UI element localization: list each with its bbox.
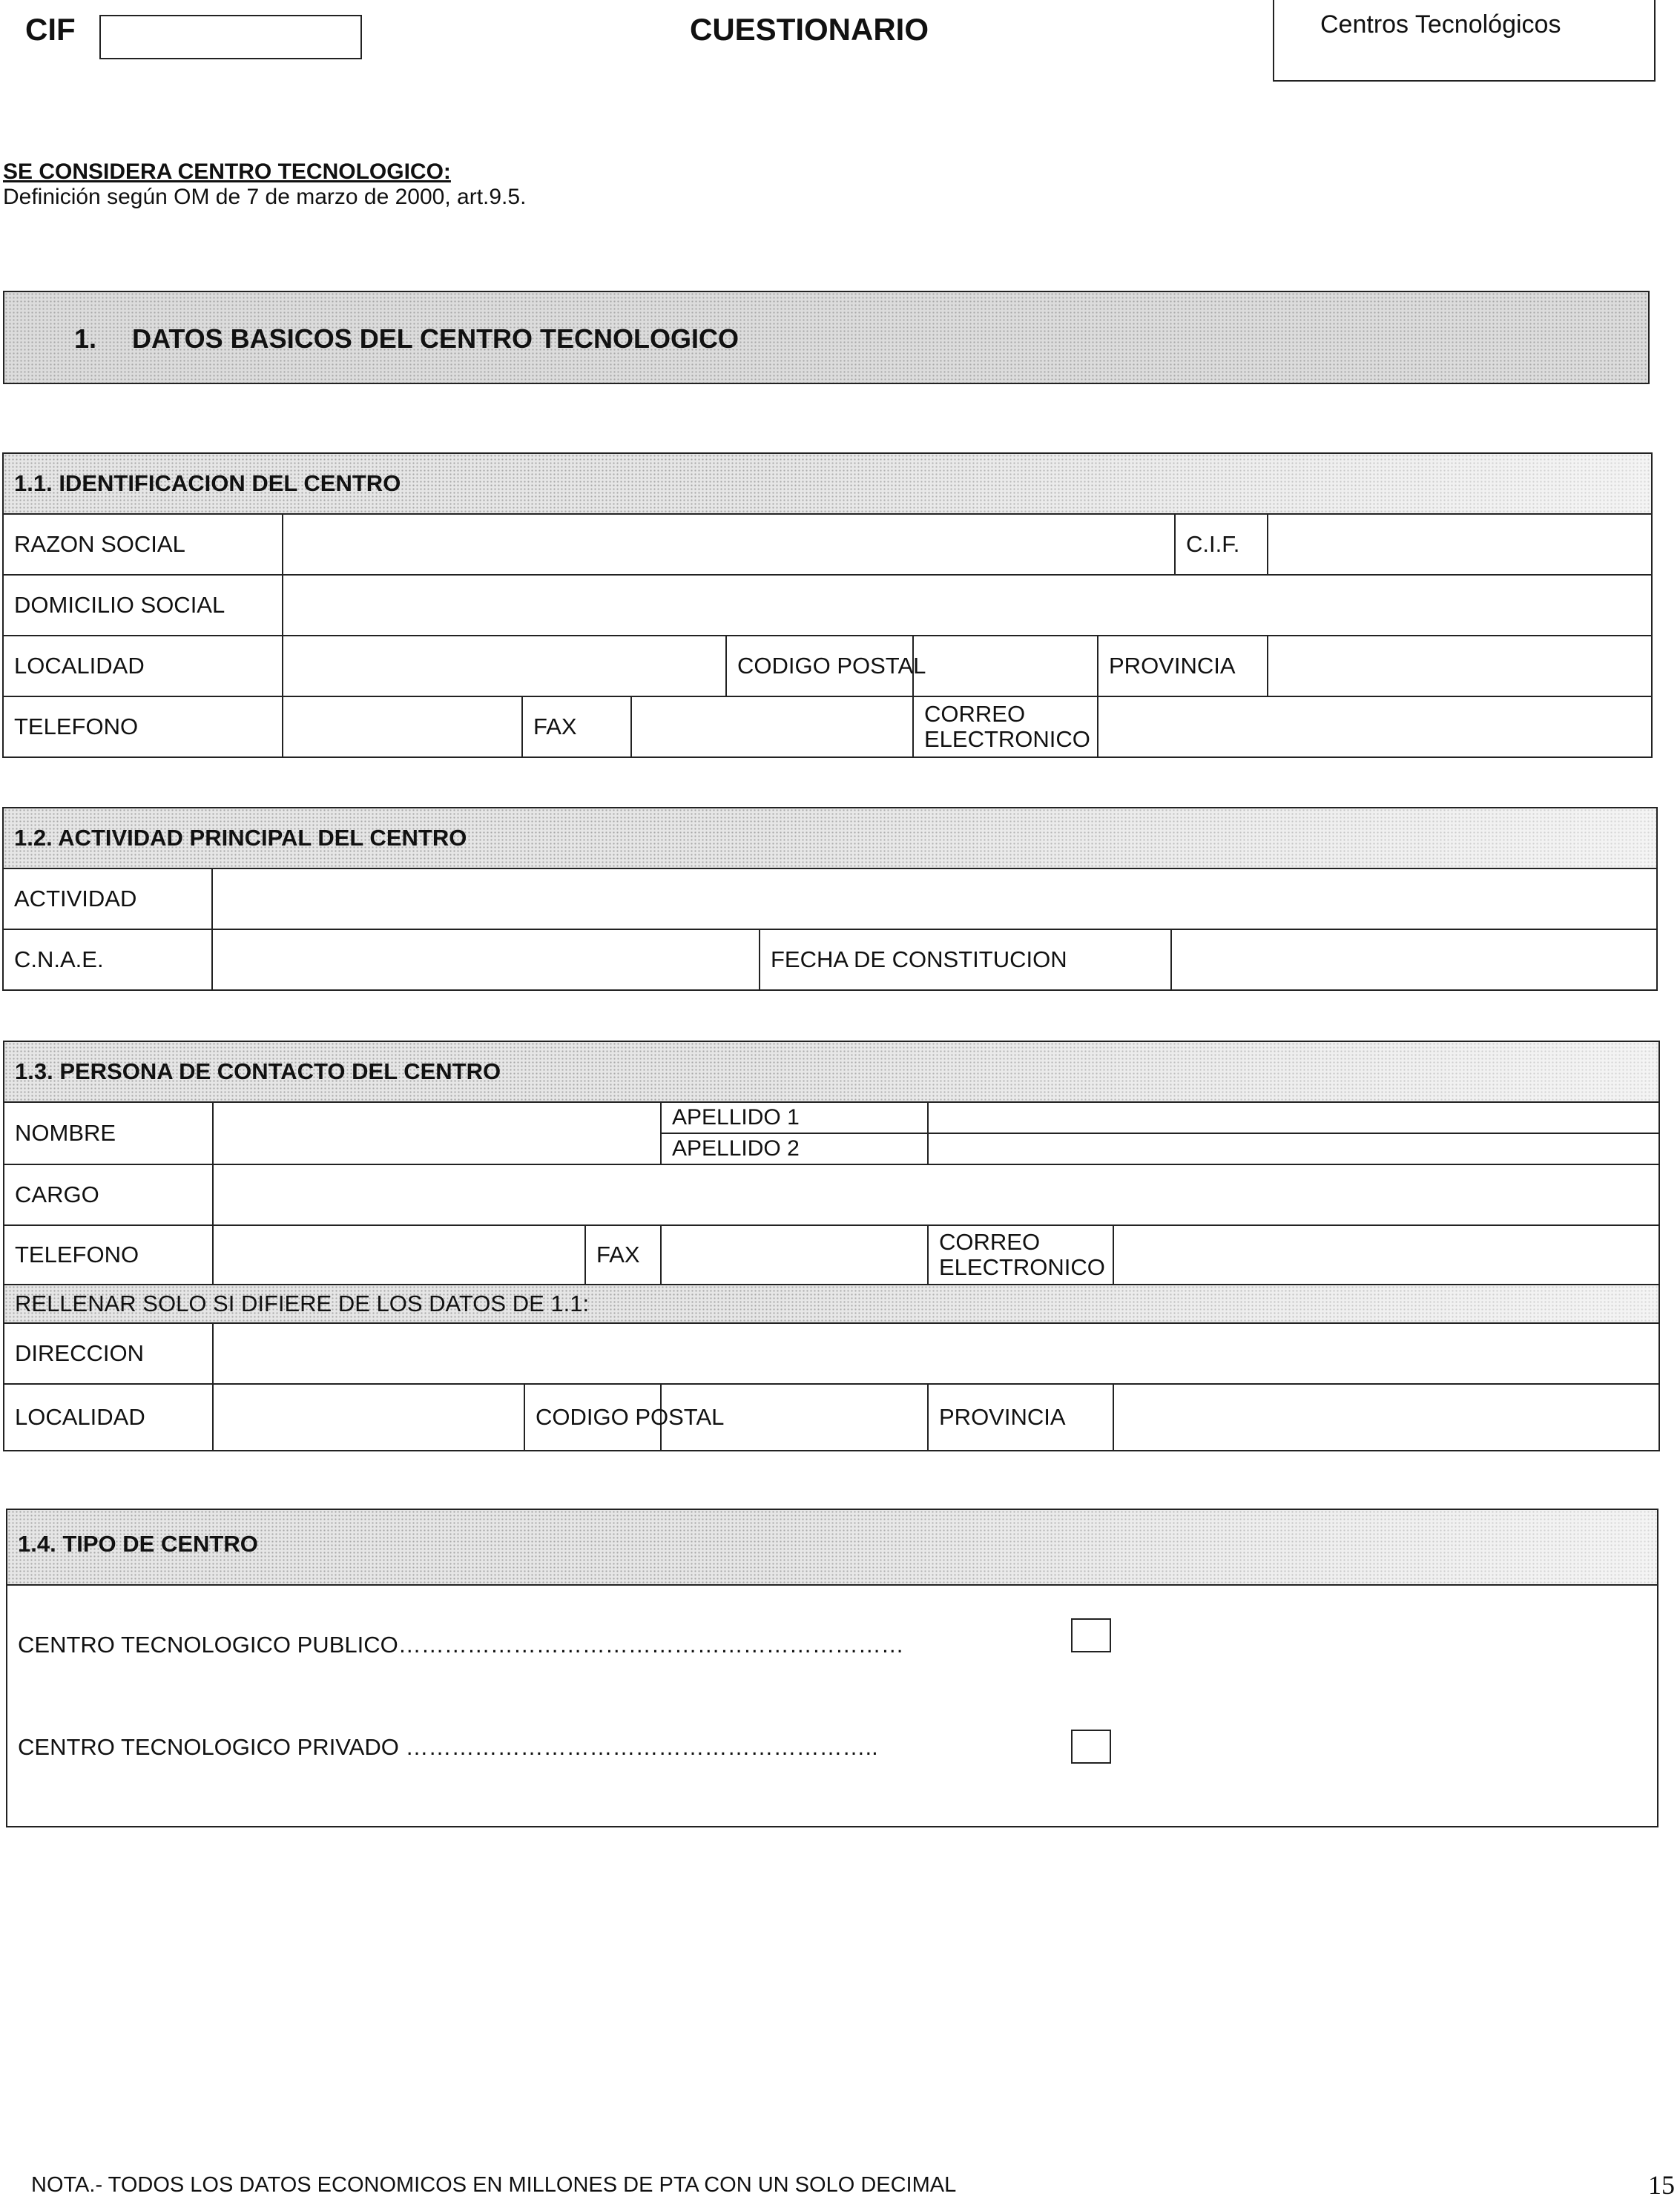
contacto-table	[3, 1041, 1660, 1451]
centro-publico-checkbox[interactable]	[1071, 1618, 1111, 1652]
fax-field[interactable]	[631, 696, 913, 757]
cif-field[interactable]	[1268, 514, 1652, 575]
contacto-fax-label: FAX	[585, 1225, 661, 1285]
apellido-1-label: APELLIDO 1	[661, 1102, 928, 1133]
apellido-2-field[interactable]	[928, 1133, 1659, 1164]
cnae-label: C.N.A.E.	[3, 929, 212, 990]
definition-text: Definición según OM de 7 de marzo de 2000, art.9.5.	[3, 185, 527, 209]
cargo-label: CARGO	[4, 1164, 213, 1225]
centro-privado-checkbox[interactable]	[1071, 1730, 1111, 1764]
correo-line-2: ELECTRONICO	[924, 726, 1090, 752]
page-number: 15	[1648, 2170, 1675, 2200]
telefono-label: TELEFONO	[3, 696, 283, 757]
razon-social-label: RAZON SOCIAL	[3, 514, 283, 575]
localidad-label: LOCALIDAD	[3, 636, 283, 696]
actividad-label: ACTIVIDAD	[3, 868, 212, 929]
section-1-2-title: 1.2. ACTIVIDAD PRINCIPAL DEL CENTRO	[3, 808, 1657, 868]
cnae-field[interactable]	[212, 929, 760, 990]
cif-label-cell: C.I.F.	[1175, 514, 1268, 575]
contacto-provincia-label: PROVINCIA	[928, 1384, 1113, 1451]
correo-electronico-field[interactable]	[1098, 696, 1652, 757]
fax-label: FAX	[522, 696, 631, 757]
telefono-field[interactable]	[283, 696, 522, 757]
section-1-1-title: 1.1. IDENTIFICACION DEL CENTRO	[3, 453, 1652, 514]
tipo-centro-box	[6, 1509, 1658, 1827]
definition-heading: SE CONSIDERA CENTRO TECNOLOGICO:	[3, 159, 451, 184]
razon-social-field[interactable]	[283, 514, 1175, 575]
correo-line-1: CORREO	[924, 701, 1026, 727]
section-1-3-title: 1.3. PERSONA DE CONTACTO DEL CENTRO	[4, 1041, 1659, 1102]
correo-electronico-label	[913, 696, 1098, 757]
identificacion-table	[2, 452, 1653, 758]
centro-privado-label: CENTRO TECNOLOGICO PRIVADO ……………………………………………………..	[18, 1734, 878, 1760]
fecha-constitucion-field[interactable]	[1171, 929, 1657, 990]
cargo-field[interactable]	[213, 1164, 1659, 1225]
section-1-title: DATOS BASICOS DEL CENTRO TECNOLOGICO	[132, 323, 739, 354]
rellenar-note: RELLENAR SOLO SI DIFIERE DE LOS DATOS DE 1.1:	[4, 1285, 1659, 1323]
domicilio-social-field[interactable]	[283, 575, 1652, 636]
nombre-label: NOMBRE	[4, 1102, 213, 1164]
direccion-label: DIRECCION	[4, 1323, 213, 1384]
category-label: Centros Tecnológicos	[1320, 10, 1561, 39]
section-1-4-header	[7, 1510, 1657, 1586]
contacto-fax-field[interactable]	[661, 1225, 928, 1285]
section-1-4-title: 1.4. TIPO DE CENTRO	[18, 1531, 258, 1557]
codigo-postal-label: CODIGO POSTAL	[726, 636, 913, 696]
provincia-field[interactable]	[1268, 636, 1652, 696]
contacto-localidad-field[interactable]	[213, 1384, 524, 1451]
codigo-postal-field[interactable]	[913, 636, 1098, 696]
actividad-table	[2, 807, 1658, 991]
section-1-banner	[3, 291, 1650, 384]
nombre-field[interactable]	[213, 1102, 661, 1164]
contacto-codigo-postal-label: CODIGO POSTAL	[524, 1384, 661, 1451]
contacto-correo-line-2: ELECTRONICO	[939, 1254, 1105, 1280]
contacto-localidad-label: LOCALIDAD	[4, 1384, 213, 1451]
category-box	[1273, 0, 1656, 82]
contacto-correo-line-1: CORREO	[939, 1229, 1041, 1255]
actividad-field[interactable]	[212, 868, 1657, 929]
cif-input-box[interactable]	[99, 15, 362, 59]
section-1-number: 1.	[74, 323, 97, 354]
provincia-label: PROVINCIA	[1098, 636, 1268, 696]
localidad-field[interactable]	[283, 636, 726, 696]
contacto-correo-label	[928, 1225, 1113, 1285]
contacto-provincia-field[interactable]	[1113, 1384, 1659, 1451]
centro-publico-label: CENTRO TECNOLOGICO PUBLICO…………………………………………………………	[18, 1632, 904, 1658]
cif-label: CIF	[25, 12, 76, 47]
page-title: CUESTIONARIO	[690, 12, 929, 47]
apellido-1-field[interactable]	[928, 1102, 1659, 1133]
footer-note: NOTA.- TODOS LOS DATOS ECONOMICOS EN MILLONES DE PTA CON UN SOLO DECIMAL	[31, 2173, 957, 2197]
fecha-constitucion-label: FECHA DE CONSTITUCION	[760, 929, 1171, 990]
contacto-telefono-label: TELEFONO	[4, 1225, 213, 1285]
direccion-field[interactable]	[213, 1323, 1659, 1384]
contacto-telefono-field[interactable]	[213, 1225, 585, 1285]
contacto-correo-field[interactable]	[1113, 1225, 1659, 1285]
domicilio-social-label: DOMICILIO SOCIAL	[3, 575, 283, 636]
apellido-2-label: APELLIDO 2	[661, 1133, 928, 1164]
